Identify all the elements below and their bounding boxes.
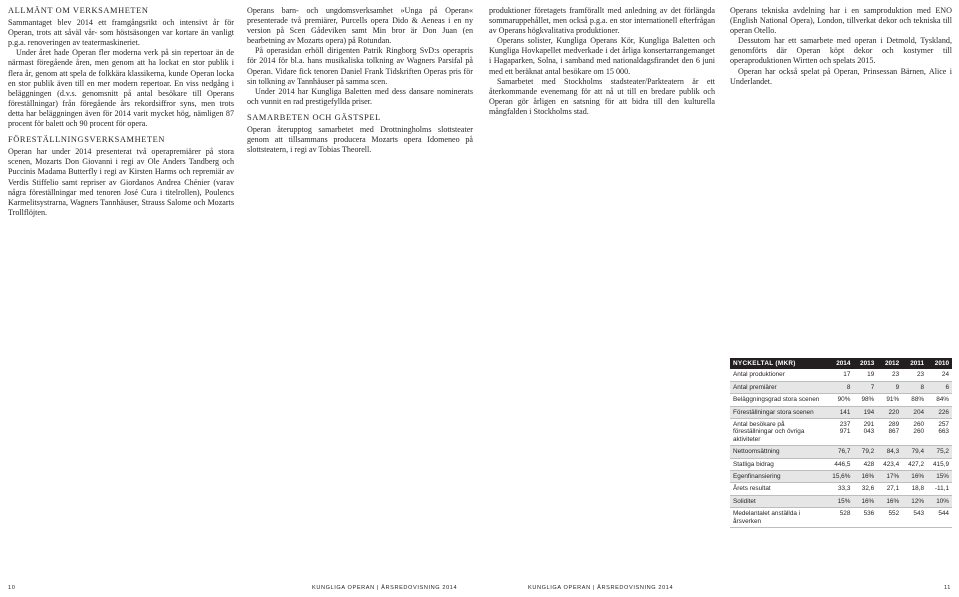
key-figure-value: 257 663 [927,419,952,446]
paragraph: Operan har under 2014 presenterat två operapremiärer på stora scenen, Mozarts Don Giovanni i regi av Ole Anders Tandberg och Puccinis Madama Butterfly i regi av Kirsten Harms och repremiär av Verdis Stiffelio samt repriser av Giordanos Andrea Chénier (varav några föreställningar med tenoren José Cura i titelrollen), Poulencs Karmelitsystrarna, Wagners Tannhäuser, Strauss Salome och Mozarts Trollflöjten. [8,147,234,217]
year-header: 2012 [877,358,902,369]
year-header: 2013 [853,358,877,369]
key-figure-value: 204 [902,406,927,418]
key-figure-value: 16% [902,471,927,483]
key-figures-row [730,369,952,381]
key-figure-label: Föreställningar stora scenen [730,406,827,418]
key-figure-value: 27,1 [877,483,902,495]
key-figure-value: 10% [927,495,952,507]
key-figure-label: Nettoomsättning [730,446,827,458]
paragraph: På operasidan erhöll dirigenten Patrik Ringborg SvD:s operapris för 2014 för bl.a. hans musikaliska tolkning av Wagners Parsifal på Operan. Vidare fick tenoren Daniel Frank Tidskriften Operas pris för sin tolkning av Tannhäuser på samma scen. [247,46,473,86]
key-figures-table [730,358,952,528]
key-figure-value: 8 [827,381,853,393]
key-figure-label: Antal produktioner [730,369,827,381]
key-figures-row [730,483,952,495]
key-figure-value: 79,4 [902,446,927,458]
key-figure-value: 19 [853,369,877,381]
key-figure-value: 528 [827,508,853,528]
key-figure-value: 18,8 [902,483,927,495]
key-figures-row [730,406,952,418]
key-figure-value: 8 [902,381,927,393]
key-figure-value: 141 [827,406,853,418]
column-1 [8,6,234,218]
key-figure-label: Egenfinansiering [730,471,827,483]
key-figure-value: 90% [827,394,853,406]
key-figures-row [730,446,952,458]
key-figures-header-row [730,358,952,369]
key-figure-value: 84,3 [877,446,902,458]
key-figure-label: Statliga bidrag [730,458,827,470]
key-figure-value: 88% [902,394,927,406]
key-figure-label: Medelantalet anställda i årsverken [730,508,827,528]
key-figure-label: Beläggningsgrad stora scenen [730,394,827,406]
key-figure-value: 15,6% [827,471,853,483]
paragraph: produktioner företagets framförallt med anledning av det förlängda sommaruppehållet, men också p.g.a. en stor internationell efterfrågan av Operans högkvalitativa produktioner. [489,6,715,36]
key-figure-value: 12% [902,495,927,507]
key-figure-value: -11,1 [927,483,952,495]
key-figure-value: 6 [927,381,952,393]
paragraph: Dessutom har ett samarbete med operan i Detmold, Tyskland, genomförts där Operan köpt dekor och kostymer till operaproduktionen Wirtten och spelats 2015. [730,36,952,66]
key-figure-value: 427,2 [902,458,927,470]
key-figures-row [730,419,952,446]
key-figure-value: 415,9 [927,458,952,470]
paragraph: Samarbetet med Stockholms stadsteater/Parkteatern är ett återkommande evenemang för att nå ut till en bredare publik och Operan gör årligen en satsning för att bidra till den kulturella mångfalden i Stockholms stad. [489,76,715,116]
paragraph: Operan återupptog samarbetet med Drottningholms slottsteater genom att tillsammans producera Mozarts opera Idomeneo på slottsteatern, i regi av Tobias Theorell. [247,125,473,155]
key-figure-value: 194 [853,406,877,418]
key-figure-value: 84% [927,394,952,406]
key-figure-value: 552 [877,508,902,528]
key-figure-value: 446,5 [827,458,853,470]
key-figure-value: 291 043 [853,419,877,446]
key-figures-row [730,394,952,406]
key-figure-value: 76,7 [827,446,853,458]
key-figure-value: 75,2 [927,446,952,458]
key-figure-value: 543 [902,508,927,528]
year-header: 2011 [902,358,927,369]
key-figure-value: 9 [877,381,902,393]
paragraph: Under 2014 har Kungliga Baletten med dess dansare nominerats och vunnit en rad prestigefyllda priser. [247,86,473,106]
page-number-right: 11 [944,585,952,591]
key-figures-title: NYCKELTAL (MKR) [730,358,827,369]
key-figures-row [730,458,952,470]
key-figure-value: 16% [853,495,877,507]
footer-left: KUNGLIGA OPERAN | ÅRSREDOVISNING 2014 [312,585,458,591]
key-figure-value: 289 867 [877,419,902,446]
key-figures-row [730,381,952,393]
page-number-left: 10 [8,585,16,591]
paragraph: Under året hade Operan fler moderna verk på sin repertoar än de närmast föregående åren, men genom att ha lockat en stor publik i flera år, genom att spela de folkkära klassikerna, kunde Operan locka en stor publik även till en mer modern repertoar. En viss nedgång i beläggningen (d.v.s. genomsnitt på antal besökare till Operans föreställningar) från föregående års rekordsiffror syns, men trots detta har beläggningen även för 2014 varit mycket hög, nämligen 87 procent för balett och 90 procent för opera. [8,48,234,129]
key-figure-value: 16% [853,471,877,483]
key-figures-row [730,495,952,507]
key-figure-value: 23 [902,369,927,381]
key-figure-value: 15% [927,471,952,483]
section-heading-general: ALLMÄNT OM VERKSAMHETEN [8,6,149,15]
paragraph: Operans solister, Kungliga Operans Kör, Kungliga Baletten och Kungliga Hovkapellet medverkade i det årliga konsertarrangemanget i Hagaparken, Solna, i samband med nationaldagsfirandet den 6 juni med ett beräknat antal besökare om 15 000. [489,36,715,76]
key-figure-value: 17 [827,369,853,381]
key-figure-value: 16% [877,495,902,507]
key-figure-value: 98% [853,394,877,406]
key-figures-row [730,471,952,483]
key-figures-row [730,508,952,528]
key-figure-label: Årets resultat [730,483,827,495]
key-figure-value: 428 [853,458,877,470]
paragraph: Operans tekniska avdelning har i en samproduktion med ENO (English National Opera), London, tillverkat dekor och tekniska till operan Otello. [730,6,952,36]
key-figures-body [730,369,952,527]
section-heading-performances: FÖRESTÄLLNINGSVERKSAMHETEN [8,135,166,145]
year-header: 2010 [927,358,952,369]
key-figure-value: 15% [827,495,853,507]
key-figure-value: 79,2 [853,446,877,458]
key-figure-value: 226 [927,406,952,418]
column-2 [247,6,473,155]
key-figure-label: Soliditet [730,495,827,507]
key-figure-value: 7 [853,381,877,393]
paragraph: Sammantaget blev 2014 ett framgångsrikt och intensivt år för Operan, trots att såväl vår- som höstsäsongen var kortare än vanligt p.g.a. renoveringen av teatermaskineriet. [8,18,234,48]
paragraph: Operan har också spelat på Operan, Prinsessan Bärnen, Alice i Underlandet. [730,66,952,86]
year-header: 2014 [827,358,853,369]
key-figure-value: 536 [853,508,877,528]
key-figure-value: 17% [877,471,902,483]
key-figure-value: 260 260 [902,419,927,446]
footer-right: KUNGLIGA OPERAN | ÅRSREDOVISNING 2014 [528,585,674,591]
key-figure-value: 423,4 [877,458,902,470]
paragraph: Operans barn- och ungdomsverksamhet »Unga på Operan« presenterade två premiärer, Purcells opera Dido & Aeneas i en ny version på Scen Gådeviken samt Min bror är Don Juan (en bearbetning av Mozarts opera) på Rotundan. [247,6,473,46]
key-figure-value: 544 [927,508,952,528]
key-figure-label: Antal besökare på föreställningar och övriga aktiviteter [730,419,827,446]
key-figure-value: 91% [877,394,902,406]
key-figure-value: 237 971 [827,419,853,446]
key-figure-value: 24 [927,369,952,381]
key-figure-value: 220 [877,406,902,418]
key-figure-value: 32,6 [853,483,877,495]
key-figure-label: Antal premiärer [730,381,827,393]
key-figure-value: 23 [877,369,902,381]
column-4 [730,6,952,87]
key-figure-value: 33,3 [827,483,853,495]
column-3 [489,6,715,117]
section-heading-collaborations: SAMARBETEN OCH GÄSTSPEL [247,112,381,122]
